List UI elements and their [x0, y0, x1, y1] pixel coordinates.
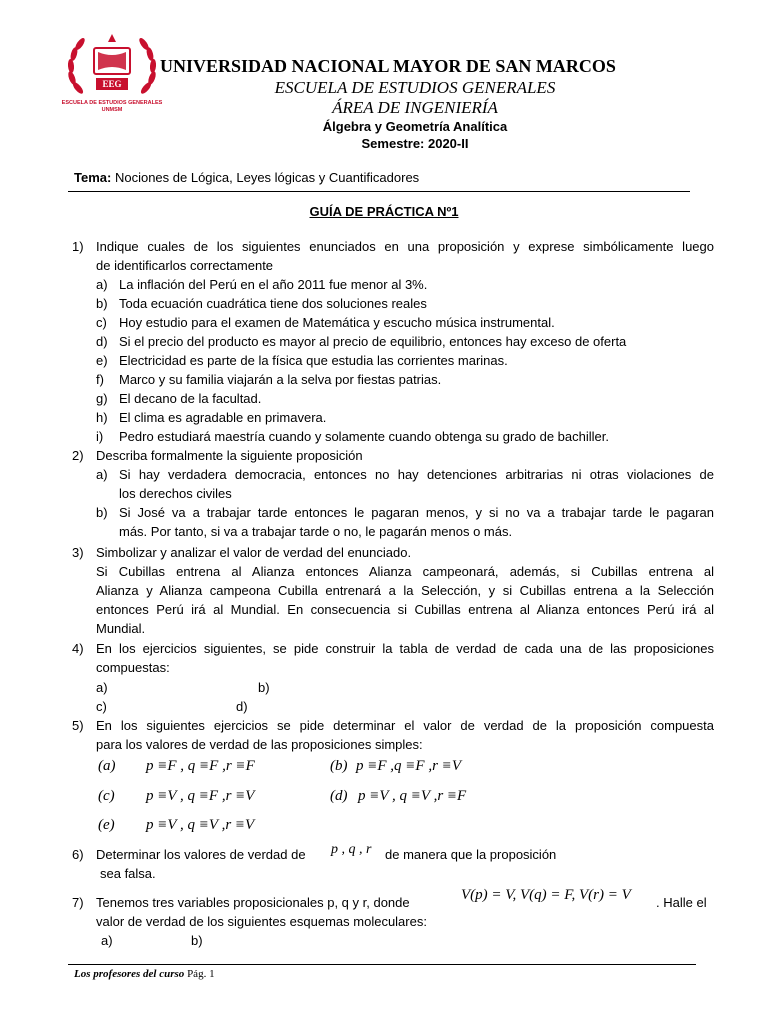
q2-b-label: b) [96, 505, 108, 520]
school-name: ESCUELA DE ESTUDIOS GENERALES [274, 78, 556, 97]
q5-case-label: (b) [330, 758, 348, 774]
q7-formula: V(p) = V, V(q) = F, V(r) = V [461, 887, 631, 903]
q1-item-label: e) [96, 353, 108, 368]
q6-number: 6) [72, 847, 84, 862]
q5-text-line2: para los valores de verdad de las proposiciones simples: [96, 737, 423, 752]
q2-b-line1: Si José va a trabajar tarde entonces le pagaran menos, y si no va a trabajar tarde le pagaran [119, 505, 714, 520]
case-r-value: F [457, 788, 467, 804]
q7-text-line2: valor de verdad de los siguientes esquemas moleculares: [96, 914, 427, 929]
q1-item-label: i) [96, 429, 104, 444]
q1-item-text: Electricidad es parte de la física que estudia las corrientes marinas. [119, 353, 508, 368]
case-p-value: V [167, 817, 177, 833]
q3-paragraph-line4: Mundial. [96, 621, 146, 636]
case-r-value: V [245, 788, 255, 804]
university-name: UNIVERSIDAD NACIONAL MAYOR DE SAN MARCOS [160, 56, 616, 76]
q1-item-text: El decano de la facultad. [119, 391, 262, 406]
q6-text-part3: sea falsa. [100, 866, 156, 881]
case-q-value: V [420, 788, 430, 804]
q5-case-values: p ≡F ,q ≡F ,r ≡V [356, 758, 461, 774]
footer-authors: Los profesores del curso [74, 968, 185, 980]
case-r-value: V [245, 817, 255, 833]
q2-text: Describa formalmente la siguiente proposición [96, 448, 363, 463]
topic-label: Tema: [74, 170, 112, 185]
topic-divider [68, 191, 690, 192]
case-p-value: V [379, 788, 389, 804]
q1-item-text: Toda ecuación cuadrática tiene dos soluciones reales [119, 296, 427, 311]
case-p-value: F [377, 758, 387, 774]
q4-number: 4) [72, 641, 84, 656]
case-r-value: F [245, 758, 255, 774]
q4-item-c: c) [96, 699, 107, 714]
topic-value: Nociones de Lógica, Leyes lógicas y Cuantificadores [114, 170, 420, 185]
q1-item-label: b) [96, 296, 108, 311]
q2-a-line1: Si hay verdadera democracia, entonces no hay detenciones arbitrarias ni otras violaciones de [119, 467, 714, 482]
q7-text-part1: Tenemos tres variables proposicionales p, q y r, donde [96, 895, 410, 910]
q5-case-label: (a) [98, 758, 116, 774]
q4-text-line1: En los ejercicios siguientes, se pide construir la tabla de verdad de cada una de las proposiciones [96, 641, 714, 656]
footer-page-label: Pág. [187, 968, 207, 980]
q5-number: 5) [72, 718, 84, 733]
q6-variables: p , q , r [331, 842, 372, 857]
practice-title: GUÍA DE PRÁCTICA Nº1 [309, 204, 459, 219]
q5-case-label: (c) [98, 788, 115, 804]
q1-text-line1: Indique cuales de los siguientes enunciados en una proposición y exprese simbólicamente luego [96, 239, 714, 254]
q7-item-a: a) [101, 933, 113, 948]
q3-paragraph-line2: Alianza y Alianza campeona Cubilla entrenará a la Selección, y si Cubillas entrena a la Selección [96, 583, 714, 598]
course-name: Álgebra y Geometría Analítica [322, 119, 508, 134]
q2-number: 2) [72, 448, 84, 463]
q2-a-label: a) [96, 467, 108, 482]
case-q-value: V [208, 817, 218, 833]
q5-case-values: p ≡F , q ≡F ,r ≡F [146, 758, 255, 774]
q1-item-text: La inflación del Perú en el año 2011 fue menor al 3%. [119, 277, 428, 292]
q1-item-label: f) [96, 372, 104, 387]
case-p-value: F [167, 758, 177, 774]
topic-line [74, 168, 419, 187]
university-logo [62, 28, 162, 120]
q1-number: 1) [72, 239, 84, 254]
q1-item-text: Si el precio del producto es mayor al precio de equilibrio, entonces hay exceso de oferta [119, 334, 627, 349]
q1-text-line2: de identificarlos correctamente [96, 258, 274, 273]
semester: Semestre: 2020-II [361, 136, 469, 151]
q3-number: 3) [72, 545, 84, 560]
q1-item-label: a) [96, 277, 108, 292]
q6-text-part2: de manera que la proposición [385, 847, 557, 862]
case-q-value: F [208, 788, 219, 804]
logo-acronym: EEG [102, 79, 122, 89]
q4-item-b: b) [258, 680, 270, 695]
q1-item-label: c) [96, 315, 107, 330]
q7-text-part1b: . Halle el [656, 895, 707, 910]
q2-a-line2: los derechos civiles [119, 486, 232, 501]
q5-case-label: (e) [98, 817, 115, 833]
logo-caption-line2: UNMSM [101, 107, 123, 113]
q5-case-values: p ≡V , q ≡V ,r ≡V [146, 817, 255, 833]
q7-number: 7) [72, 895, 84, 910]
case-q-value: F [415, 758, 425, 774]
case-p-value: V [167, 788, 177, 804]
q1-item-label: h) [96, 410, 108, 425]
q4-item-d: d) [236, 699, 248, 714]
footer-divider [68, 964, 696, 965]
q1-item-text: El clima es agradable en primavera. [119, 410, 327, 425]
q5-case-values: p ≡V , q ≡F ,r ≡V [146, 788, 255, 804]
q3-paragraph-line3: entonces Perú irá al Mundial. En consecuencia si Cubillas entrena al Alianza entonces Perú irá al [96, 602, 714, 617]
q1-item-text: Hoy estudio para el examen de Matemática y escucho música instrumental. [119, 315, 555, 330]
q3-paragraph-line1: Si Cubillas entrena al Alianza entonces Alianza campeonará, además, si Cubillas entrena al [96, 564, 714, 579]
q1-item-label: g) [96, 391, 108, 406]
q6-text-part1: Determinar los valores de verdad de [96, 847, 306, 862]
q1-item-text: Pedro estudiará maestría cuando y solamente cuando obtenga su grado de bachiller. [119, 429, 609, 444]
logo-caption-line1: ESCUELA DE ESTUDIOS GENERALES [61, 100, 163, 106]
q5-text-line1: En los siguientes ejercicios se pide determinar el valor de verdad de la proposición compuesta [96, 718, 714, 733]
q1-item-text: Marco y su familia viajarán a la selva por fiestas patrias. [119, 372, 442, 387]
q4-text-line2: compuestas: [96, 660, 170, 675]
q7-item-b: b) [191, 933, 203, 948]
footer [74, 967, 215, 982]
case-r-value: V [451, 758, 461, 774]
q4-item-a: a) [96, 680, 108, 695]
q1-item-label: d) [96, 334, 108, 349]
q5-case-label: (d) [330, 788, 348, 804]
q2-b-line2: más. Por tanto, si va a trabajar tarde o no, le pagarán menos o más. [119, 524, 513, 539]
footer-page-number: 1 [209, 968, 215, 980]
case-q-value: F [209, 758, 219, 774]
q5-case-values: p ≡V , q ≡V ,r ≡F [358, 788, 467, 804]
q3-text: Simbolizar y analizar el valor de verdad del enunciado. [96, 545, 412, 560]
area-name: ÁREA DE INGENIERÍA [332, 98, 498, 117]
